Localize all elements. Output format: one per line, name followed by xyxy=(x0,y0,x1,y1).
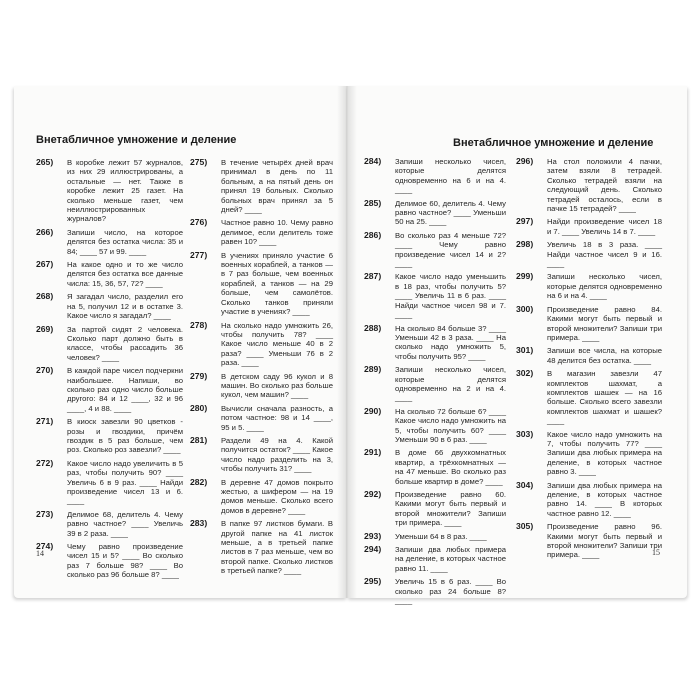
task-299 xyxy=(516,272,662,300)
task-293 xyxy=(364,532,506,541)
task-text: Запиши число, на которое делятся без остатка числа: 35 и 84; ____ 57 и 99. ____ xyxy=(67,227,183,256)
task-number: 303) xyxy=(516,428,534,439)
task-text: В магазин завезли 47 комплектов шахмат, а комплектов шашек — на 16 больше. Сколько всего завезли комплектов шахмат и шашек? ____ xyxy=(547,369,662,426)
task-301 xyxy=(516,346,662,365)
task-305 xyxy=(516,522,662,560)
task-text: На стол положили 4 пачки, затем взяли 8 тетрадей. Сколько тетрадей взяли на следующий день. Сколько тетрадей осталось, если в пачке 15 тетрадей? ____ xyxy=(547,157,662,214)
task-text: Произведение равно 60. Какими могут быть первый и второй множители? Запиши три примера. ____ xyxy=(395,490,506,528)
task-303 xyxy=(516,430,662,477)
task-number: 268) xyxy=(36,291,54,302)
task-number: 305) xyxy=(516,521,534,532)
task-296 xyxy=(516,157,662,213)
task-text: В киоск завезли 90 цветков - розы и гвоздики, причём гвоздик в 5 раз больше, чем роз. Сколько роз завезли? ____ xyxy=(67,417,183,455)
task-text: В течение четырёх дней врач принимал в день по 11 больным, а на пятый день он принял 19 больных. Сколько больных врач принял за 5 дней? ____ xyxy=(221,158,333,215)
task-number: 274) xyxy=(36,541,54,552)
task-number: 283) xyxy=(190,518,208,529)
task-304 xyxy=(516,481,662,519)
task-text: Произведение равно 96. Какими могут быть первый и второй множители? Запиши три примера. ____ xyxy=(547,522,662,560)
task-text: Увеличь 18 в 3 раза. ____ Найди частное чисел 9 и 16. ____ xyxy=(547,240,662,269)
task-text: В деревне 47 домов покрыто жестью, а шифером — на 19 домов меньше. Сколько всего домов в деревне? ____ xyxy=(221,477,333,515)
task-text: В детском саду 96 кукол и 8 машин. Во сколько раз больше кукол, чем машин? ____ xyxy=(221,371,333,400)
task-text: На сколько 84 больше 3? ____ Уменьши 42 в 3 раза. ____ На сколько надо умножить 5, чтобы получить 95? ____ xyxy=(395,323,506,361)
task-number: 297) xyxy=(516,216,534,227)
task-text: Запиши два любых примера на деление, в которых частное равно 11. ____ xyxy=(395,545,506,573)
task-text: Во сколько раз 4 меньше 72? ____ Чему равно произведение чисел 14 и 2? ____ xyxy=(395,230,506,269)
task-text: В доме 66 двухкомнатных квартир, а трёхкомнатных — на 47 меньше. Во сколько раз больше квартир в доме? ____ xyxy=(395,448,506,486)
task-number: 298) xyxy=(516,239,534,250)
task-269 xyxy=(36,325,183,363)
task-text: Уменьши 64 в 8 раз. ____ xyxy=(395,531,487,541)
task-275 xyxy=(190,158,333,214)
task-text: Увеличь 15 в 6 раз. ____ Во сколько раз 24 больше 8? ____ xyxy=(395,577,506,606)
task-number: 281) xyxy=(190,434,208,445)
task-text: На сколько надо умножить 26, чтобы получить 78? ____ Какое число меньше 40 в 2 раза? ____ Уменьши 76 в 2 раза. ____ xyxy=(221,320,333,368)
task-274 xyxy=(36,542,183,580)
task-text: Запиши несколько чисел, которые делятся одновременно на 6 и на 4. ____ xyxy=(395,157,506,195)
task-text: Какое число надо умножить на 7, чтобы получить 77? ____ Запиши два любых примера на деление, в которых частное равно 3. ____ xyxy=(547,429,662,477)
task-number: 296) xyxy=(516,156,534,166)
task-280 xyxy=(190,404,333,432)
task-text: Делимое 60, делитель 4. Чему равно частное? ____ Уменьши 50 на 25. ____ xyxy=(395,198,506,227)
task-285 xyxy=(364,199,506,227)
task-283 xyxy=(190,519,333,575)
task-text: Частное равно 10. Чему равно делимое, если делитель тоже равен 10? ____ xyxy=(221,218,333,247)
task-288 xyxy=(364,324,506,362)
task-number: 278) xyxy=(190,319,208,330)
task-270 xyxy=(36,366,183,413)
task-273 xyxy=(36,510,183,538)
task-265 xyxy=(36,158,183,224)
task-291 xyxy=(364,448,506,486)
task-278 xyxy=(190,321,333,368)
task-266 xyxy=(36,228,183,256)
task-text: Запиши несколько чисел, которые делятся одновременно на 6 и на 4. ____ xyxy=(547,272,662,301)
task-298 xyxy=(516,240,662,268)
task-286 xyxy=(364,231,506,269)
task-number: 289) xyxy=(364,364,382,375)
task-text: Вычисли сначала разность, а потом частное: 98 и 14 ____, 95 и 5. ____ xyxy=(221,403,333,432)
task-number: 280) xyxy=(190,402,208,413)
left-column-2 xyxy=(190,158,333,580)
task-number: 275) xyxy=(190,157,208,167)
task-text: В каждой паре чисел подчеркни наибольшее. Напиши, во сколько раз одно число больше другого: 84 и 12 ____, 32 и 96 ____, 4 и 88. ____ xyxy=(67,366,183,413)
task-284 xyxy=(364,157,506,195)
task-text: На какое одно и то же число делятся без остатка все данные числа: 15, 36, 57, 72? ____ xyxy=(67,260,183,288)
task-number: 279) xyxy=(190,370,208,381)
task-number: 299) xyxy=(516,271,534,282)
task-number: 302) xyxy=(516,368,534,379)
task-268 xyxy=(36,292,183,320)
task-number: 277) xyxy=(190,249,208,260)
task-294 xyxy=(364,545,506,573)
left-page-title: Внетабличное умножение и деление xyxy=(36,134,237,146)
task-number: 294) xyxy=(364,544,382,555)
task-number: 282) xyxy=(190,476,208,487)
task-number: 276) xyxy=(190,217,208,228)
task-number: 270) xyxy=(36,365,54,376)
task-282 xyxy=(190,478,333,516)
task-267 xyxy=(36,260,183,288)
task-number: 285) xyxy=(364,197,382,208)
task-number: 267) xyxy=(36,259,54,270)
task-number: 273) xyxy=(36,508,54,519)
task-text: В учениях приняло участие 6 военных кораблей, а танков — в 7 раз больше, чем военных кораблей, а танков — на 29 больше, чем самолётов. Сколько танков приняли участие в учениях? ____ xyxy=(221,250,333,317)
task-text: Произведение равно 84. Какими могут быть первый и второй множители? Запиши три примера. ____ xyxy=(547,304,662,342)
task-text: В папке 97 листков бумаги. В другой папке на 41 листок меньше, а в третьей папке листов в 7 раз меньше, чем во второй папке. Сколько листков в третьей папке? ____ xyxy=(221,519,333,576)
task-text: Запиши несколько чисел, которые делятся одновременно на 2 и на 4. ____ xyxy=(395,365,506,403)
task-281 xyxy=(190,436,333,474)
task-number: 301) xyxy=(516,345,534,356)
task-text: Какое число надо увеличить в 5 раз, чтобы получить 90? ____ Увеличь 6 в 9 раз. ____ Найди произведение чисел 13 и 6. ____ xyxy=(67,458,183,506)
task-number: 291) xyxy=(364,447,382,458)
task-287 xyxy=(364,272,506,319)
left-page-number: 14 xyxy=(36,549,44,558)
task-number: 284) xyxy=(364,156,382,166)
task-text: Чему равно произведение чисел 15 и 5? ____ Во сколько раз 7 больше 98? ____ Во сколько раз 96 больше 8? ____ xyxy=(67,542,183,580)
task-276 xyxy=(190,218,333,246)
right-column-1 xyxy=(364,157,506,609)
task-text: Я загадал число, разделил его на 5, получил 12 и в остатке 3. Какое число я загадал? ____ xyxy=(67,292,183,321)
task-number: 288) xyxy=(364,322,382,333)
task-297 xyxy=(516,217,662,236)
task-text: Делимое 68, делитель 4. Чему равно частное? ____ Увеличь 39 в 2 раза. ____ xyxy=(67,509,183,538)
task-number: 272) xyxy=(36,457,54,468)
right-page-number: 15 xyxy=(652,548,660,557)
task-302 xyxy=(516,369,662,425)
task-number: 304) xyxy=(516,479,534,490)
right-page-title: Внетабличное умножение и деление xyxy=(453,137,654,149)
book-spine xyxy=(337,86,357,598)
task-number: 295) xyxy=(364,576,382,587)
task-text: Раздели 49 на 4. Какой получится остаток? ____ Какое число надо разделить на 3, чтобы получить 31? ____ xyxy=(221,435,333,474)
right-column-2 xyxy=(516,157,662,564)
task-279 xyxy=(190,372,333,400)
task-text: В коробке лежит 57 журналов, из них 29 иллюстрированы, а остальные — нет. Также в коробке лежит 25 газет. На сколько меньше газет, чем неиллюстрированных журналов? xyxy=(67,158,183,224)
task-text: Найди произведение чисел 18 и 7. ____ Увеличь 14 в 7. ____ xyxy=(547,217,662,236)
task-300 xyxy=(516,305,662,343)
task-text: Какое число надо уменьшить в 18 раз, чтобы получить 5? ____ Увеличь 11 в 6 раз. ____ Найди частное чисел 98 и 7. ____ xyxy=(395,272,506,320)
task-number: 286) xyxy=(364,229,382,240)
task-295 xyxy=(364,577,506,605)
task-number: 265) xyxy=(36,157,54,167)
task-number: 266) xyxy=(36,226,54,237)
task-271 xyxy=(36,417,183,455)
task-number: 300) xyxy=(516,303,534,314)
task-number: 290) xyxy=(364,405,382,416)
task-text: Запиши два любых примера на деление, в которых частное равно 14. ____ В которых частное равно 12. ____ xyxy=(547,480,662,518)
task-292 xyxy=(364,490,506,528)
task-277 xyxy=(190,251,333,317)
task-text: За партой сидят 2 человека. Сколько парт должно быть в классе, чтобы рассадить 36 человек? ____ xyxy=(67,324,183,362)
task-290 xyxy=(364,407,506,445)
task-text: На сколько 72 больше 6? ____ Какое число надо умножить на 5, чтобы получить 60? ____ Уменьши 90 в 6 раз. ____ xyxy=(395,406,506,444)
task-text: Запиши все числа, на которые 48 делится без остатка. ____ xyxy=(547,346,662,365)
task-number: 293) xyxy=(364,530,382,541)
task-number: 269) xyxy=(36,323,54,334)
task-289 xyxy=(364,365,506,403)
task-number: 271) xyxy=(36,416,54,427)
left-column-1 xyxy=(36,158,183,584)
task-number: 292) xyxy=(364,489,382,499)
task-272 xyxy=(36,459,183,506)
task-number: 287) xyxy=(364,271,382,282)
